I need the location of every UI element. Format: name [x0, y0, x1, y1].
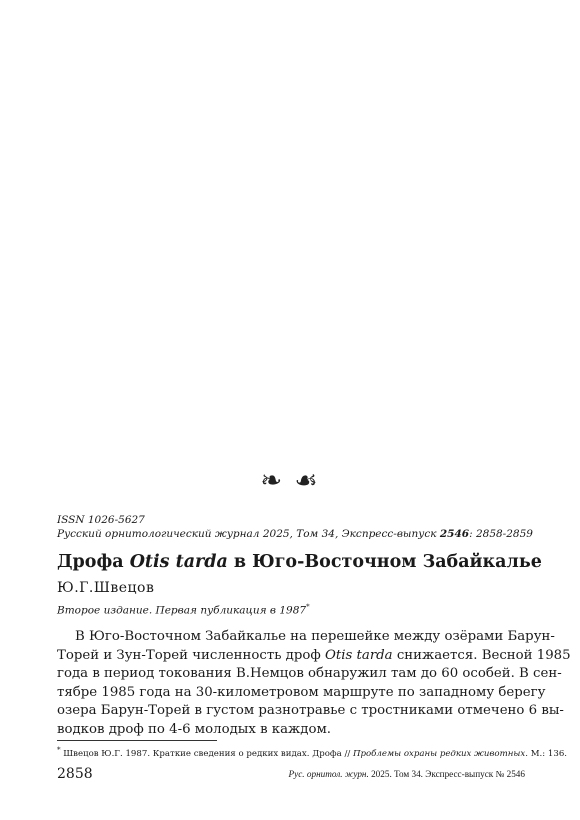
footnote-mark: *: [57, 745, 61, 754]
body-paragraph: [57, 628, 571, 739]
issn: ISSN 1026-5627: [57, 514, 145, 526]
footnote-italic: Проблемы охраны редких животных: [352, 748, 526, 759]
body-line: года в период токования В.Немцов обнаружил там до 60 особей. В сен-: [57, 666, 562, 681]
author: Ю.Г.Швецов: [57, 580, 155, 596]
body-line: тябре 1985 года на 30-километровом маршруте по западному берегу: [57, 684, 546, 700]
title-latin-name: Otis tarda: [129, 552, 228, 572]
page-number: 2858: [57, 766, 93, 782]
body-line-2-start: Торей и Зун-Торей численность дроф: [57, 647, 325, 663]
edition-note: [57, 603, 310, 617]
journal-citation: [57, 528, 537, 540]
issue-number: 2546: [439, 528, 470, 540]
body-line: В Юго-Восточном Забайкалье на перешейке между озёрами Барун-: [75, 629, 555, 644]
edition-text: Второе издание. Первая публикация в 1987: [57, 604, 307, 617]
footnote: [57, 745, 567, 759]
ornament-fleuron: ❧ ☙: [260, 466, 320, 496]
running-footer: [289, 769, 525, 779]
title-part-2: в Юго-Восточном Забайкалье: [227, 552, 542, 572]
running-journal: Рус. орнитол. журн.: [288, 769, 369, 779]
page-range: : 2858-2859: [469, 528, 533, 540]
footnote-end: . М.: 136.: [525, 748, 568, 759]
body-line: [57, 647, 571, 666]
running-issue: 2025. Том 34. Экспресс-выпуск № 2546: [368, 769, 525, 779]
body-line: озера Барун-Торей в густом разнотравье с тростниками отмечено 6 вы-: [57, 703, 564, 718]
body-latin-name: Otis tarda: [325, 647, 393, 663]
body-line-2-end: снижается. Весной 1985: [392, 647, 571, 663]
footnote-mark: *: [306, 603, 310, 611]
body-line: водков дроф по 4-6 молодых в каждом.: [57, 721, 332, 737]
journal-prefix: Русский орнитологический журнал 2025, Том 34, Экспресс-выпуск: [57, 528, 440, 540]
footnote-divider: [57, 740, 217, 741]
title-part-1: Дрофа: [57, 552, 130, 572]
article-title: [57, 552, 542, 572]
footnote-text: Швецов Ю.Г. 1987. Краткие сведения о редких видах. Дрофа //: [60, 748, 353, 759]
